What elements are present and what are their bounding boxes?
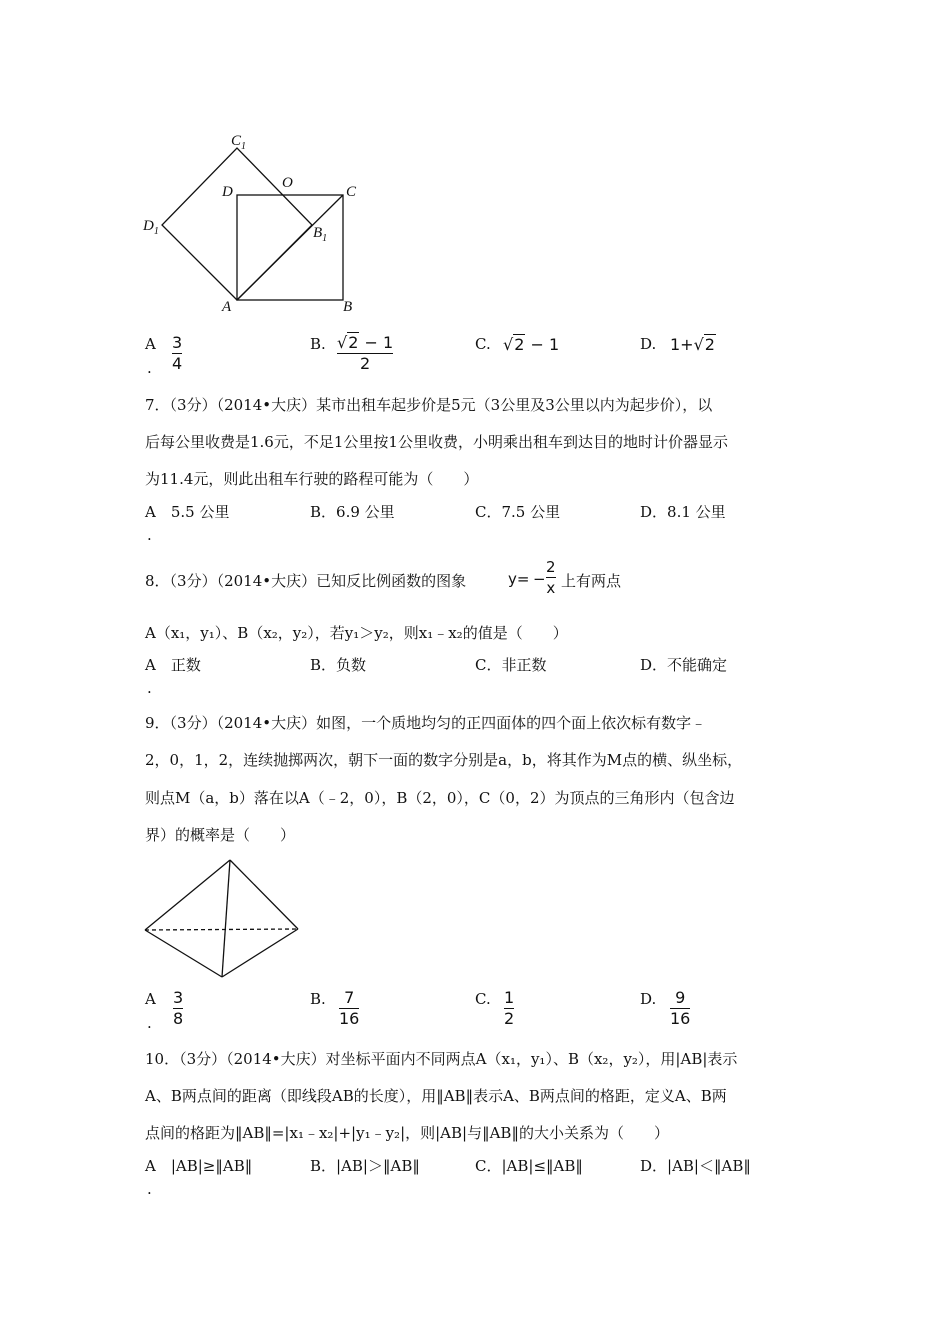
q6-option-d-value: 1+√2 bbox=[670, 335, 715, 354]
q7-line-1: 7．（3分）（2014•大庆）某市出租车起步价是5元（3公里及3公里以内为起步价），以 bbox=[145, 396, 713, 414]
q6-option-d-letter: D. bbox=[640, 335, 657, 353]
label-o: O bbox=[282, 175, 293, 191]
q9-line-1: 9．（3分）（2014•大庆）如图，一个质地均匀的正四面体的四个面上依次标有数字﹣ bbox=[145, 714, 707, 732]
q6-option-a-fraction: 3 4 bbox=[172, 333, 183, 373]
q9-option-a-fraction: 3 8 bbox=[173, 988, 184, 1028]
q6-option-c-letter: C. bbox=[475, 335, 491, 353]
q8-line-1-tail: 上有两点 bbox=[561, 572, 622, 590]
q9-line-3: 则点M（a，b）落在以A（﹣2，0），B（2，0），C（0，2）为顶点的三角形内（包含边 bbox=[145, 789, 735, 807]
q6-option-b-letter: B. bbox=[310, 335, 326, 353]
q9-option-d-fraction: 9 16 bbox=[670, 988, 691, 1028]
q7-option-d: D．8.1 公里 bbox=[640, 503, 726, 521]
label-d: D bbox=[222, 184, 233, 200]
label-a: A bbox=[222, 299, 232, 315]
q10-option-d: D．|AB|＜‖AB‖ bbox=[640, 1157, 751, 1175]
q9-option-b-letter: B. bbox=[310, 990, 326, 1008]
q8-option-c: C．非正数 bbox=[475, 656, 547, 674]
q6-option-c-value: √2 − 1 bbox=[503, 335, 560, 354]
q8-function-minus: − bbox=[533, 570, 546, 588]
label-b1: $B_1$ bbox=[313, 225, 328, 244]
q8-option-b: B．负数 bbox=[310, 656, 367, 674]
q7-option-a: A 5.5 公里 bbox=[145, 503, 230, 521]
q7-option-b: B．6.9 公里 bbox=[310, 503, 395, 521]
q10-option-c: C．|AB|≤‖AB‖ bbox=[475, 1157, 583, 1175]
label-c: C bbox=[346, 184, 357, 200]
q10-option-b: B．|AB|＞‖AB‖ bbox=[310, 1157, 420, 1175]
q8-function-fraction: 2 x bbox=[546, 558, 556, 597]
q9-option-b-fraction: 7 16 bbox=[339, 988, 360, 1028]
q10-line-2: A、B两点间的距离（即线段AB的长度），用‖AB‖表示A、B两点间的格距，定义A、B两 bbox=[145, 1087, 727, 1105]
q8-line-1: 8．（3分）（2014•大庆）已知反比例函数的图象 bbox=[145, 572, 467, 590]
square-rotation-figure bbox=[140, 125, 370, 325]
q6-option-a-dot: . bbox=[147, 359, 152, 377]
q9-option-c-letter: C. bbox=[475, 990, 491, 1008]
q10-dot: . bbox=[147, 1180, 152, 1198]
q7-line-2: 后每公里收费是1.6元，不足1公里按1公里收费，小明乘出租车到达目的地时计价器显示 bbox=[145, 433, 728, 451]
q8-dot: . bbox=[147, 679, 152, 697]
q10-option-a: A |AB|≥‖AB‖ bbox=[145, 1157, 253, 1175]
q8-option-a: A 正数 bbox=[145, 656, 201, 674]
q6-option-b-fraction: √2 − 1 2 bbox=[337, 333, 394, 373]
q8-option-d: D．不能确定 bbox=[640, 656, 728, 674]
q9-option-c-fraction: 1 2 bbox=[504, 988, 515, 1028]
diagonal-ac bbox=[237, 195, 343, 300]
q10-line-3: 点间的格距为‖AB‖=|x₁﹣x₂|+|y₁﹣y₂|，则|AB|与‖AB‖的大小关系为（ ） bbox=[145, 1124, 669, 1142]
q7-dot: . bbox=[147, 526, 152, 544]
q8-function-lhs: y= bbox=[508, 570, 530, 588]
q6-option-a-letter: A bbox=[145, 335, 156, 353]
label-b: B bbox=[343, 299, 353, 315]
q9-option-d-letter: D. bbox=[640, 990, 657, 1008]
q7-line-3: 为11.4元，则此出租车行驶的路程可能为（ ） bbox=[145, 470, 479, 488]
q9-line-2: 2，0，1，2，连续抛掷两次，朝下一面的数字分别是a，b，将其作为M点的横、纵坐标， bbox=[145, 751, 743, 769]
q10-line-1: 10．（3分）（2014•大庆）对坐标平面内不同两点A（x₁，y₁）、B（x₂，y₂），用|AB|表示 bbox=[145, 1050, 738, 1068]
q9-option-a-letter: A bbox=[145, 990, 156, 1008]
q8-line-2: A（x₁，y₁）、B（x₂，y₂），若y₁＞y₂，则x₁﹣x₂的值是（ ） bbox=[145, 624, 568, 642]
tetrahedron-figure bbox=[140, 855, 305, 985]
label-c1: $C_1$ bbox=[231, 133, 247, 152]
q7-option-c: C．7.5 公里 bbox=[475, 503, 561, 521]
q9-line-4: 界）的概率是（ ） bbox=[145, 826, 296, 844]
label-d1: $D_1$ bbox=[143, 218, 159, 237]
q9-option-a-dot: . bbox=[147, 1014, 152, 1032]
